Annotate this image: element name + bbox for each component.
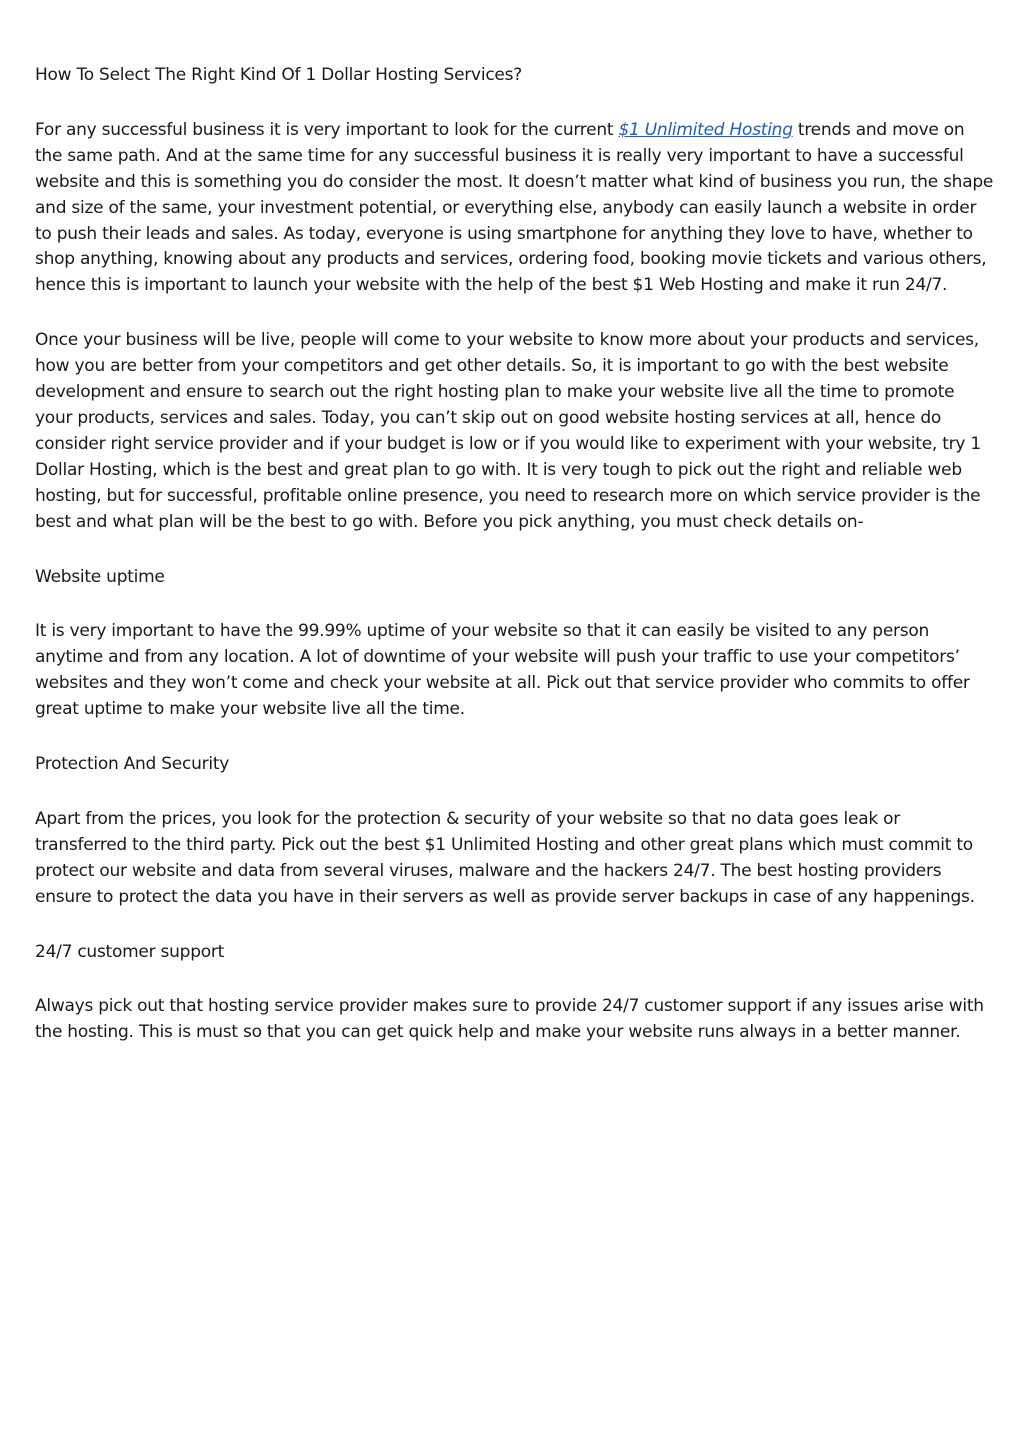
unlimited-hosting-link[interactable]: $1 Unlimited Hosting bbox=[618, 119, 793, 140]
section-heading-support: 24/7 customer support bbox=[35, 941, 225, 962]
intro-text-after-link: trends and move on the same path. And at the same time for any successful business it is really very important to have a successful website and this is something you do consider the most. It doesn’t matter what kind of business you run, the shape and size of the same, your investment potential, or everything else, anybody can easily launch a website in order to push their leads and sales. As today, everyone is using smartphone for anything they love to have, whether to shop anything, knowing about any products and services, ordering food, booking movie tickets and various others, hence this is important to launch your website with the help of the best $1 Web Hosting and make it run 24/7. bbox=[35, 119, 994, 296]
intro-paragraph bbox=[35, 118, 995, 299]
document-title: How To Select The Right Kind Of 1 Dollar Hosting Services? bbox=[35, 65, 523, 85]
document-page bbox=[35, 63, 995, 1075]
section-heading-uptime: Website uptime bbox=[35, 566, 165, 587]
section-body-support: Always pick out that hosting service provider makes sure to provide 24/7 customer support if any issues arise with the hosting. This is must so that you can get quick help and make your website runs always in a better manner. bbox=[35, 996, 984, 1043]
section-body-security: Apart from the prices, you look for the protection & security of your website so that no data goes leak or transferred to the third party. Pick out the best $1 Unlimited Hosting and other great plans which must commit to protect our website and data from several viruses, malware and the hackers 24/7. The best hosting providers ensure to protect the data you have in their servers as well as provide server backups in case of any happenings. bbox=[35, 808, 975, 907]
section-body-uptime: It is very important to have the 99.99% uptime of your website so that it can easily be visited to any person anytime and from any location. A lot of downtime of your website will push your traffic to use your competitors’ websites and they won’t come and check your website at all. Pick out that service provider who commits to offer great uptime to make your website live all the time. bbox=[35, 621, 970, 720]
section-heading-security: Protection And Security bbox=[35, 754, 230, 775]
body-paragraph-2: Once your business will be live, people will come to your website to know more about your products and services, how you are better from your competitors and get other details. So, it is important to go with the best website development and ensure to search out the right hosting plan to make your website live all the time to promote your products, services and sales. Today, you can’t skip out on good website hosting services at all, hence do consider right service provider and if your budget is low or if you would like to experiment with your website, try 1 Dollar Hosting, which is the best and great plan to go with. It is very tough to pick out the right and reliable web hosting, but for successful, profitable online presence, you need to research more on which service provider is the best and what plan will be the best to go with. Before you pick anything, you must check details on- bbox=[35, 330, 981, 532]
intro-text-before-link: For any successful business it is very important to look for the current bbox=[35, 119, 619, 140]
